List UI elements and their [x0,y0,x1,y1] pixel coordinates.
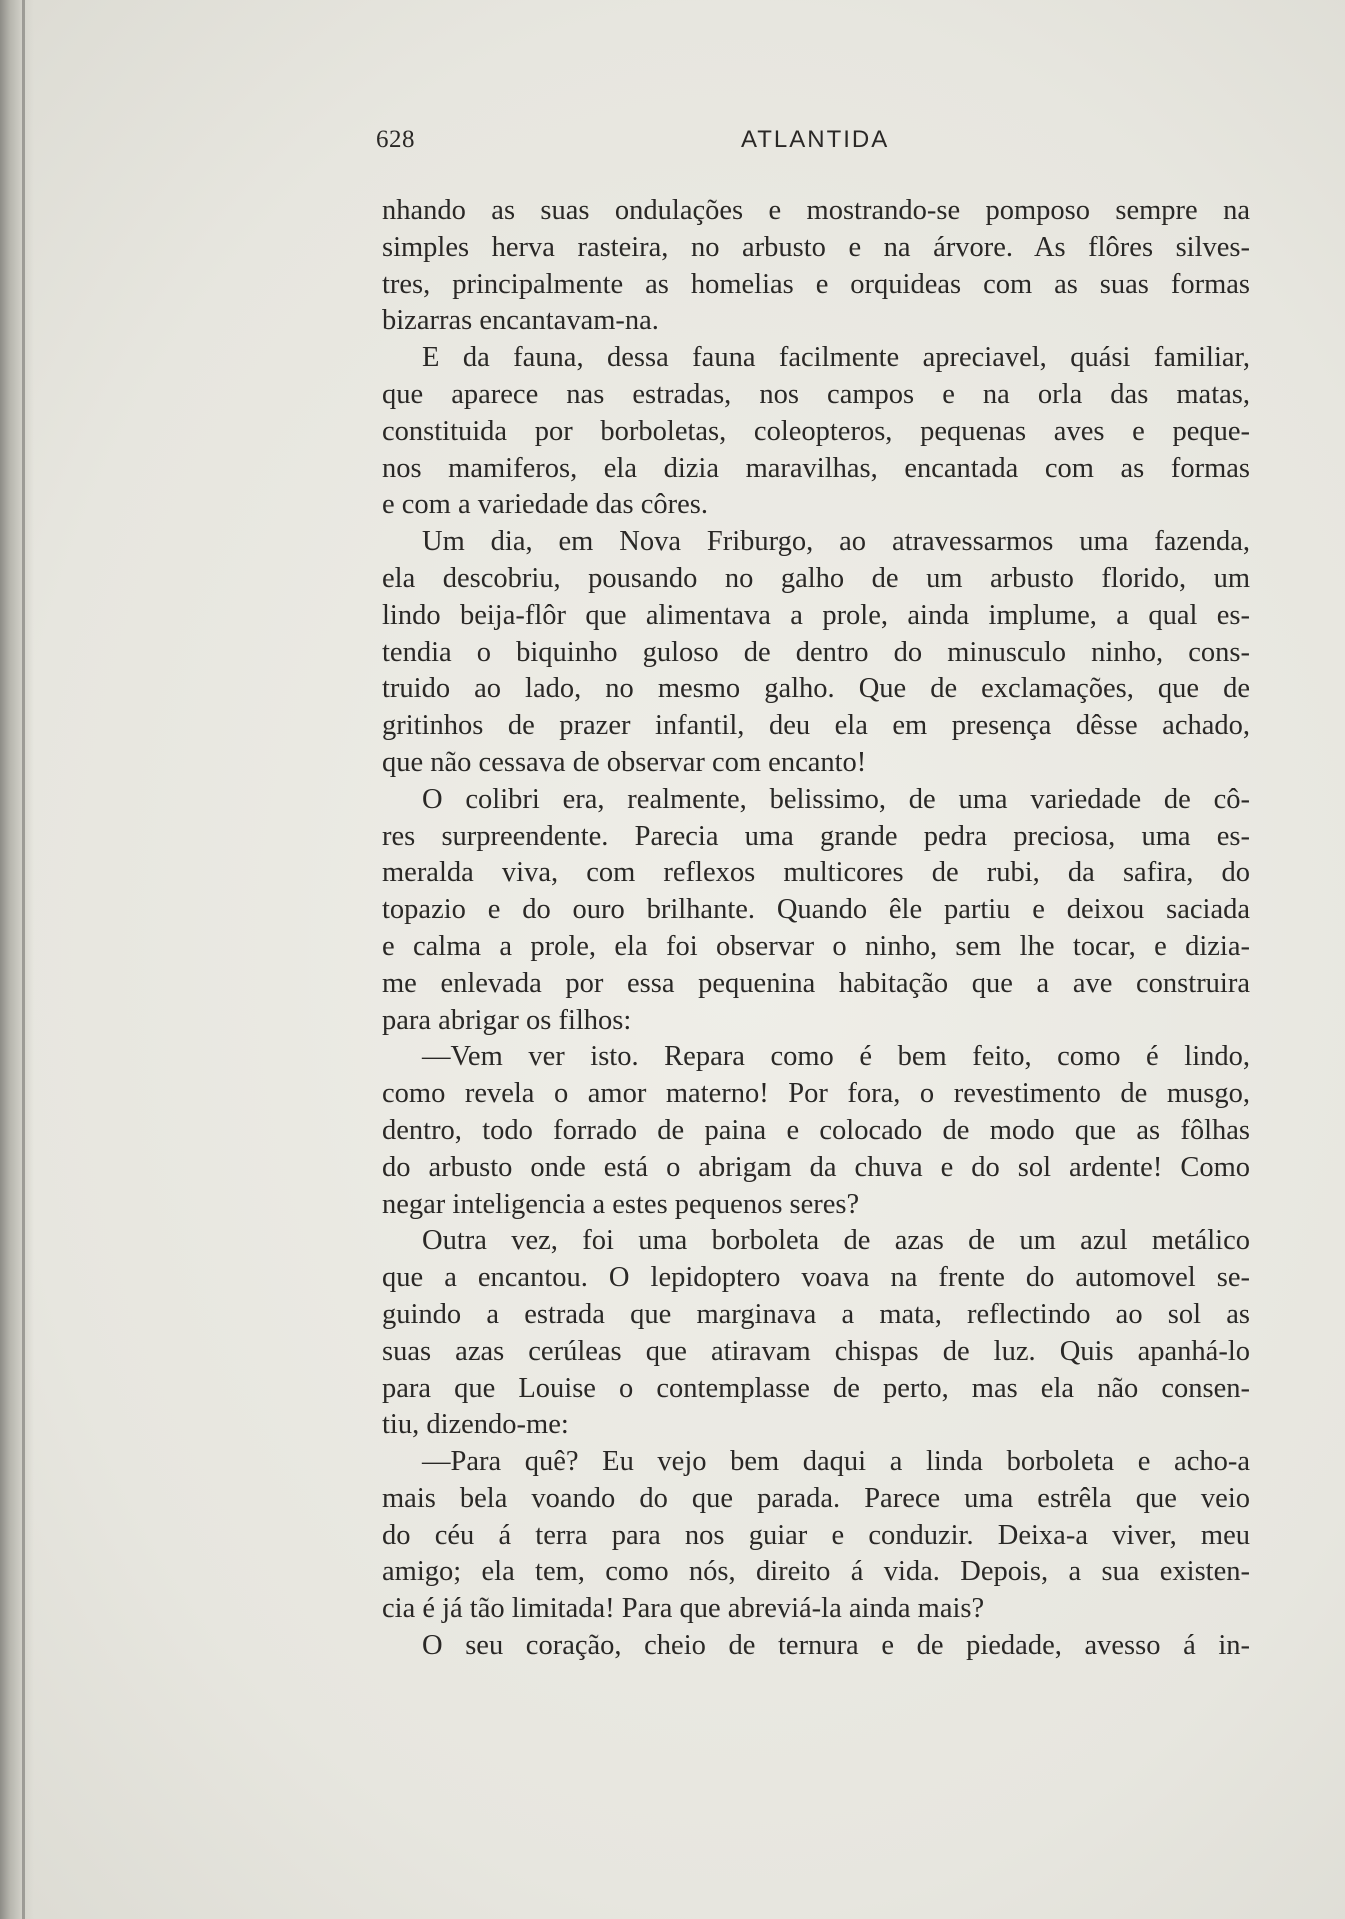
text-line: meralda viva, com reflexos multicores de rubi, da safira, do [382,857,1250,889]
text-line: tendia o biquinho guloso de dentro do minusculo ninho, cons- [382,636,1250,668]
text-line: suas azas cerúleas que atiravam chispas de luz. Quis apanhá-lo [382,1335,1250,1367]
page-binding-shadow [0,0,34,1919]
page-binding-edge [22,0,25,1919]
text-line: nos mamiferos, ela dizia maravilhas, encantada com as formas [382,452,1250,484]
text-line: que não cessava de observar com encanto! [382,746,867,778]
text-line: e com a variedade das côres. [382,489,708,521]
text-line: tres, principalmente as homelias e orquideas com as suas formas [382,268,1250,300]
journal-title: ATLANTIDA [741,126,890,153]
text-line: do céu á terra para nos guiar e conduzir. Deixa-a viver, meu [382,1519,1250,1551]
body-text [382,193,1250,1665]
text-line: tiu, dizendo-me: [382,1409,569,1441]
text-line: Um dia, em Nova Friburgo, ao atravessarmos uma fazenda, [422,526,1250,558]
text-line: O colibri era, realmente, belissimo, de uma variedade de cô- [422,783,1250,815]
text-line: como revela o amor materno! Por fora, o revestimento de musgo, [382,1078,1250,1110]
text-line: O seu coração, cheio de ternura e de piedade, avesso á in- [422,1630,1250,1662]
text-line: —Para quê? Eu vejo bem daqui a linda borboleta e acho-a [422,1446,1250,1478]
text-line: negar inteligencia a estes pequenos seres? [382,1188,860,1220]
text-line: bizarras encantavam-na. [382,305,659,337]
text-line: truido ao lado, no mesmo galho. Que de exclamações, que de [382,673,1250,705]
text-line: e calma a prole, ela foi observar o ninho, sem lhe tocar, e dizia- [382,930,1250,962]
text-line: simples herva rasteira, no arbusto e na árvore. As flôres silves- [382,231,1250,263]
text-line: para que Louise o contemplasse de perto, mas ela não consen- [382,1372,1250,1404]
running-head [376,126,902,162]
text-line: ela descobriu, pousando no galho de um arbusto florido, um [382,562,1250,594]
text-line: para abrigar os filhos: [382,1004,632,1036]
text-line: dentro, todo forrado de paina e colocado de modo que as fôlhas [382,1114,1250,1146]
text-line: que aparece nas estradas, nos campos e na orla das matas, [382,378,1250,410]
text-line: nhando as suas ondulações e mostrando-se pomposo sempre na [382,195,1250,226]
text-line: gritinhos de prazer infantil, deu ela em presença dêsse achado, [382,710,1250,742]
page-number: 628 [376,126,415,153]
text-line: me enlevada por essa pequenina habitação que a ave construira [382,967,1250,999]
text-line: res surpreendente. Parecia uma grande pedra preciosa, uma es- [382,820,1250,852]
text-line: E da fauna, dessa fauna facilmente apreciavel, quási familiar, [422,342,1250,374]
text-line: lindo beija-flôr que alimentava a prole, ainda implume, a qual es- [382,599,1250,631]
text-line: guindo a estrada que marginava a mata, reflectindo ao sol as [382,1298,1250,1330]
text-line: —Vem ver isto. Repara como é bem feito, como é lindo, [422,1041,1250,1073]
text-line: amigo; ela tem, como nós, direito á vida. Depois, a sua existen- [382,1556,1250,1588]
text-line: cia é já tão limitada! Para que abreviá-la ainda mais? [382,1593,985,1625]
text-line: Outra vez, foi uma borboleta de azas de um azul metálico [422,1225,1250,1257]
text-line: topazio e do ouro brilhante. Quando êle partiu e deixou saciada [382,894,1250,926]
text-line: constituida por borboletas, coleopteros, pequenas aves e peque- [382,415,1250,447]
text-line: mais bela voando do que parada. Parece uma estrêla que veio [382,1482,1250,1514]
text-line: que a encantou. O lepidoptero voava na frente do automovel se- [382,1262,1250,1294]
text-line: do arbusto onde está o abrigam da chuva e do sol ardente! Como [382,1151,1250,1183]
